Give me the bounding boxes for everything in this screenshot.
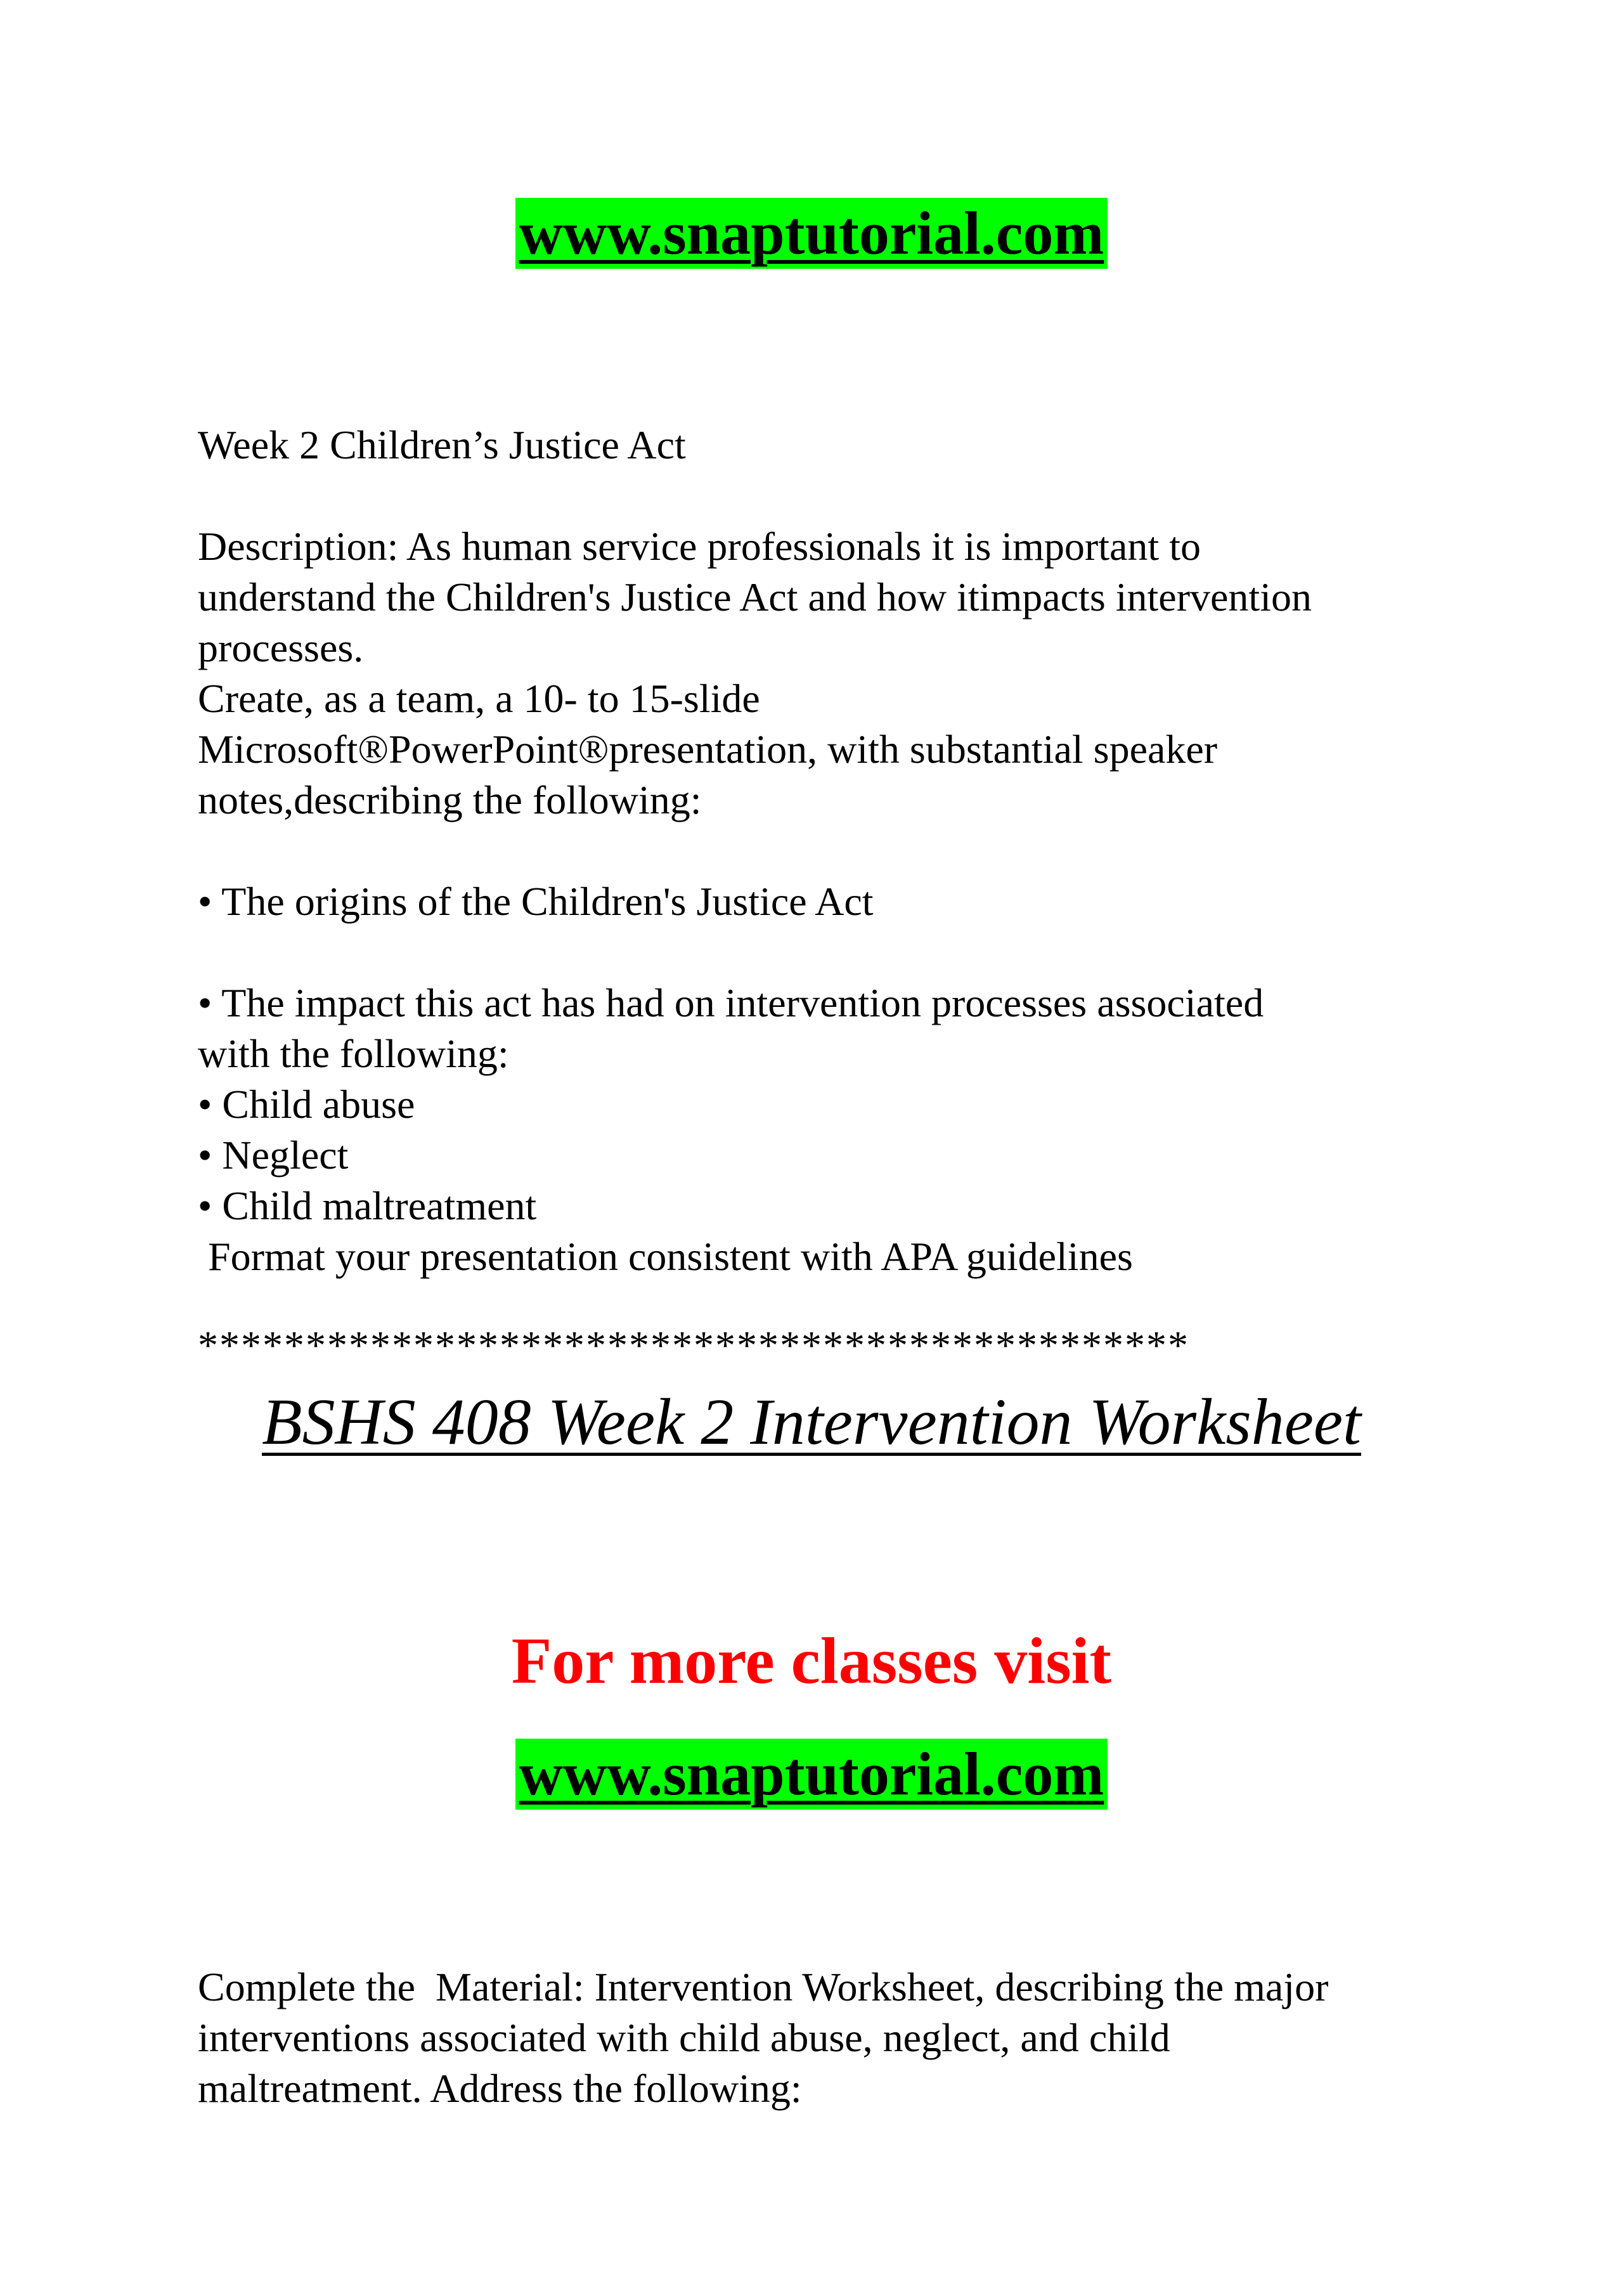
- divider-stars: **********************************************: [198, 1323, 1189, 1368]
- worksheet-heading: BSHS 408 Week 2 Intervention Worksheet: [262, 1385, 1361, 1458]
- description-line-3: processes.: [198, 625, 364, 670]
- description-line-6: notes,describing the following:: [198, 777, 702, 822]
- description-line-2: understand the Children's Justice Act and how itimpacts intervention: [198, 574, 1312, 619]
- bullet-origins: • The origins of the Children's Justice Act: [198, 879, 874, 924]
- worksheet-line-3: maltreatment. Address the following:: [198, 2066, 802, 2111]
- format-line: Format your presentation consistent with APA guidelines: [198, 1234, 1133, 1279]
- site-link-top[interactable]: www.snaptutorial.com: [515, 198, 1108, 269]
- description-line-4: Create, as a team, a 10- to 15-slide: [198, 676, 760, 721]
- site-link-top-container: [0, 198, 1623, 269]
- description-line-5: Microsoft®PowerPoint®presentation, with substantial speaker: [198, 727, 1218, 772]
- worksheet-line-1: Complete the Material: Intervention Worksheet, describing the major: [198, 1964, 1329, 2009]
- section-intervention-worksheet: [198, 1962, 1466, 2114]
- section-week2-childrens-justice-act: [198, 420, 1466, 1282]
- sub-bullet-child-maltreatment: • Child maltreatment: [198, 1183, 537, 1228]
- more-classes-text: For more classes visit: [511, 1625, 1112, 1697]
- site-link-bottom[interactable]: www.snaptutorial.com: [515, 1739, 1108, 1810]
- site-link-bottom-container: [0, 1739, 1623, 1810]
- impact-line-2: with the following:: [198, 1031, 509, 1076]
- section-title: Week 2 Children’s Justice Act: [198, 422, 686, 467]
- sub-bullet-neglect: • Neglect: [198, 1132, 349, 1177]
- description-line-1: Description: As human service professionals it is important to: [198, 524, 1201, 569]
- sub-bullet-child-abuse: • Child abuse: [198, 1082, 415, 1127]
- worksheet-line-2: interventions associated with child abuse, neglect, and child: [198, 2015, 1170, 2060]
- impact-line-1: • The impact this act has had on intervention processes associated: [198, 980, 1264, 1025]
